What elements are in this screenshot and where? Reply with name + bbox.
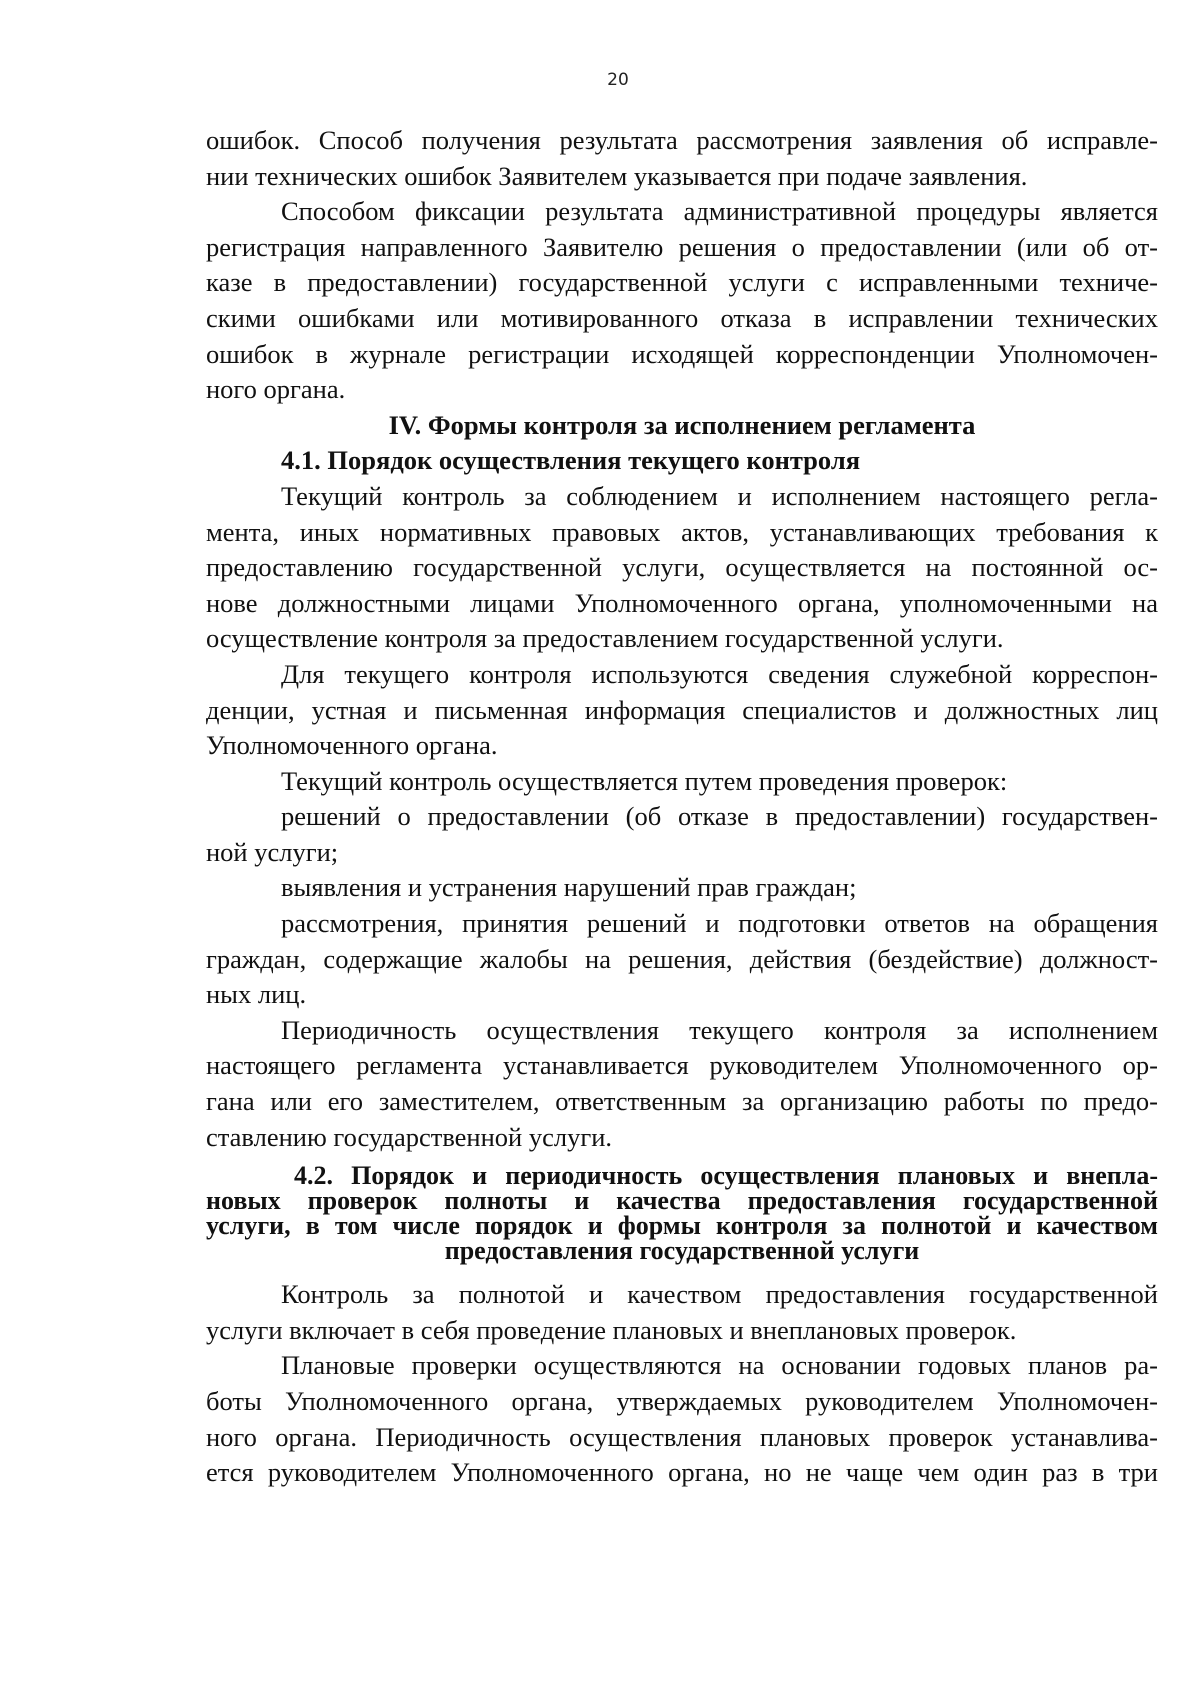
- text-line: ных лиц.: [206, 979, 307, 1010]
- text-line: денции, устная и письменная информация специалистов и должностных лиц: [206, 694, 1158, 725]
- text-line: регистрация направленного Заявителю решения о предоставлении (или об от-: [206, 231, 1158, 262]
- text-line: Уполномоченного органа.: [206, 730, 498, 761]
- text-line: ного органа. Периодичность осуществления плановых проверок устанавлива-: [206, 1421, 1158, 1452]
- heading-line: 4.2. Порядок и периодичность осуществления плановых и внепла-: [294, 1161, 1158, 1191]
- text-line: ошибок. Способ получения результата рассмотрения заявления об исправле-: [206, 125, 1158, 155]
- text-line: предоставлению государственной услуги, осуществляется на постоянной ос-: [206, 552, 1158, 583]
- text-line: Способом фиксации результата административной процедуры является: [281, 196, 1158, 227]
- text-line: ется руководителем Уполномоченного органа, но не чаще чем один раз в три: [206, 1457, 1158, 1488]
- page-number: 20: [607, 70, 629, 90]
- text-line: нове должностными лицами Уполномоченного органа, уполномоченными на: [206, 587, 1158, 618]
- text-line: Текущий контроль осуществляется путем проведения проверок:: [281, 765, 1008, 796]
- text-line: Для текущего контроля используются сведения служебной корреспон-: [281, 658, 1158, 689]
- text-line: Контроль за полнотой и качеством предоставления государственной: [281, 1279, 1158, 1310]
- text-line: ного органа.: [206, 374, 346, 405]
- paragraph: [206, 657, 1158, 764]
- heading-line: предоставления государственной услуги: [444, 1236, 920, 1266]
- text-line: Периодичность осуществления текущего контроля за исполнением: [281, 1014, 1158, 1045]
- text-line: ной услуги;: [206, 836, 339, 867]
- subsection-heading-4-2: [206, 1155, 1158, 1277]
- text-line: Текущий контроль за соблюдением и исполнением настоящего регла-: [281, 480, 1158, 511]
- text-line: осуществление контроля за предоставлением государственной услуги.: [206, 623, 1004, 654]
- paragraph: [206, 1277, 1158, 1348]
- text-line: мента, иных нормативных правовых актов, устанавливающих требования к: [206, 516, 1158, 547]
- subsection-heading-4-1: 4.1. Порядок осуществления текущего контроля: [281, 445, 861, 476]
- text-line: решений о предоставлении (об отказе в предоставлении) государствен-: [281, 801, 1158, 832]
- text-line: настоящего регламента устанавливается руководителем Уполномоченного ор-: [206, 1050, 1158, 1081]
- text-line: ставлению государственной услуги.: [206, 1121, 613, 1152]
- text-line: нии технических ошибок Заявителем указывается при подаче заявления.: [206, 160, 1028, 191]
- heading-line: новых проверок полноты и качества предоставления государственной: [206, 1186, 1158, 1216]
- paragraph: [206, 906, 1158, 1013]
- paragraph: [206, 123, 1158, 194]
- text-line: рассмотрения, принятия решений и подготовки ответов на обращения: [281, 908, 1158, 939]
- heading-line: услуги, в том числе порядок и формы контроля за полнотой и качеством: [206, 1211, 1158, 1241]
- text-line: казе в предоставлении) государственной услуги с исправленными техниче-: [206, 267, 1158, 298]
- text-line: гана или его заместителем, ответственным за организацию работы по предо-: [206, 1086, 1158, 1117]
- text-line: граждан, содержащие жалобы на решения, действия (бездействие) должност-: [206, 943, 1158, 974]
- text-line: выявления и устранения нарушений прав граждан;: [281, 872, 857, 903]
- paragraph: [206, 1348, 1158, 1490]
- text-line: услуги включает в себя проведение плановых и внеплановых проверок.: [206, 1314, 1017, 1345]
- paragraph: [206, 194, 1158, 408]
- paragraph: [206, 479, 1158, 657]
- paragraph: [206, 870, 1158, 906]
- text-line: ошибок в журнале регистрации исходящей корреспонденции Уполномочен-: [206, 338, 1158, 369]
- section-heading-iv: IV. Формы контроля за исполнением регламента: [388, 409, 976, 440]
- document-body: [206, 123, 1158, 1491]
- paragraph: [206, 1013, 1158, 1155]
- text-line: боты Уполномоченного органа, утверждаемых руководителем Уполномочен-: [206, 1386, 1158, 1416]
- text-line: скими ошибками или мотивированного отказа в исправлении технических: [206, 302, 1158, 333]
- paragraph: [206, 764, 1158, 800]
- paragraph: [206, 799, 1158, 870]
- text-line: Плановые проверки осуществляются на основании годовых планов ра-: [281, 1350, 1158, 1381]
